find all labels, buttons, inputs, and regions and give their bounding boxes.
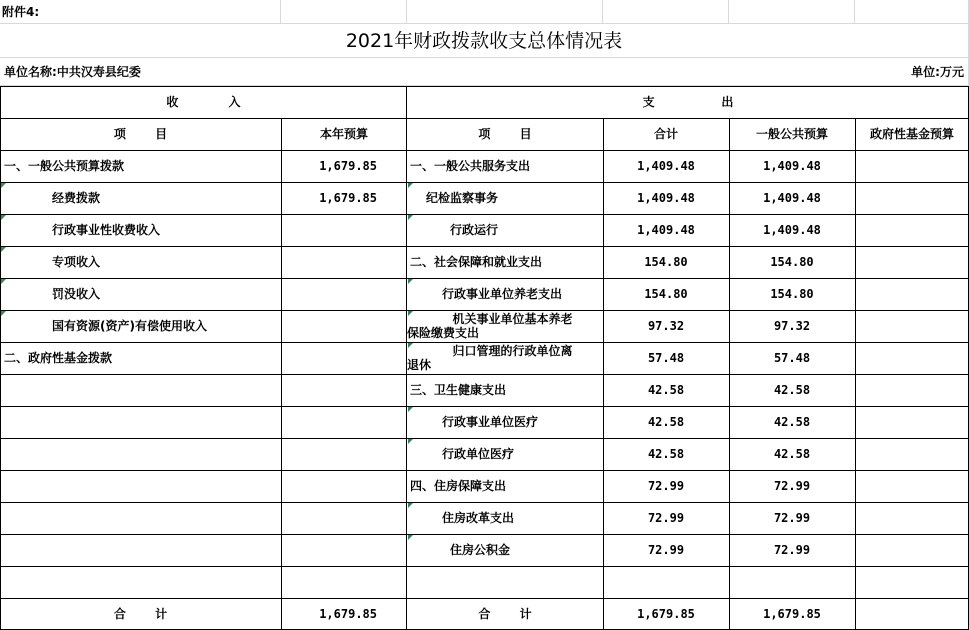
expense-item-header[interactable]	[407, 118, 603, 150]
expense-total-label: 合 计	[478, 607, 532, 621]
expense-row-total[interactable]	[603, 246, 729, 278]
income-value: 1,679.85	[319, 191, 377, 205]
income-item: 国有资源(资产)有偿使用收入	[52, 319, 207, 333]
grid-line	[0, 566, 969, 567]
expense-general-total-cell[interactable]	[729, 598, 855, 630]
expense-general: 1,409.48	[763, 223, 821, 237]
grid-line	[0, 310, 969, 311]
expense-row-name[interactable]	[407, 406, 603, 438]
grid-line	[0, 534, 969, 535]
expense-row-general[interactable]	[729, 310, 855, 342]
expense-general: 154.80	[770, 255, 814, 269]
expense-row-name[interactable]	[407, 534, 603, 566]
expense-row-name[interactable]	[407, 502, 603, 534]
grid-line	[729, 118, 730, 630]
grid-line	[0, 342, 969, 343]
expense-row-total[interactable]	[603, 182, 729, 214]
income-header-label: 收 入	[166, 95, 241, 109]
expense-general: 97.32	[773, 319, 811, 333]
title-cell[interactable]	[0, 24, 969, 58]
expense-total: 72.99	[647, 543, 685, 557]
expense-row-total[interactable]	[603, 470, 729, 502]
grid-line	[603, 118, 604, 630]
expense-total: 154.80	[644, 287, 688, 301]
expense-item: 二、社会保障和就业支出	[410, 255, 543, 269]
expense-total: 42.58	[647, 383, 685, 397]
expense-total: 57.48	[647, 351, 685, 365]
income-item: 行政事业性收费收入	[52, 223, 161, 237]
grid-line	[0, 406, 969, 407]
expense-row-name[interactable]	[407, 470, 603, 502]
expense-item-line2: 退休	[407, 358, 432, 372]
expense-general: 1,409.48	[763, 159, 821, 173]
expense-row-total[interactable]	[603, 150, 729, 182]
expense-row-general[interactable]	[729, 502, 855, 534]
expense-total-cell[interactable]	[603, 598, 729, 630]
expense-total: 72.99	[647, 479, 685, 493]
gov-fund-budget-header[interactable]	[855, 118, 969, 150]
expense-row-total[interactable]	[603, 310, 729, 342]
income-total-label: 合 计	[113, 607, 168, 621]
income-row-name[interactable]	[0, 246, 281, 278]
expense-general: 42.58	[773, 447, 811, 461]
grid-line	[0, 86, 969, 87]
expense-row-name[interactable]	[407, 150, 603, 182]
expense-row-general[interactable]	[729, 342, 855, 374]
expense-general: 42.58	[773, 415, 811, 429]
income-item-header[interactable]	[0, 118, 281, 150]
expense-item: 三、卫生健康支出	[410, 383, 507, 397]
expense-general: 42.58	[773, 383, 811, 397]
item2-header-label: 项 目	[478, 127, 532, 141]
expense-general: 72.99	[773, 479, 811, 493]
expense-row-total[interactable]	[603, 534, 729, 566]
expense-row-name[interactable]	[407, 374, 603, 406]
general-budget-header[interactable]	[729, 118, 855, 150]
unit-name-group	[4, 65, 141, 79]
total-header-label: 合计	[653, 127, 678, 141]
empty-cell[interactable]	[407, 0, 603, 24]
grid-line	[0, 150, 969, 151]
grid-line	[0, 86, 1, 630]
unit-name: 中共汉寿县纪委	[56, 64, 141, 79]
unit-value: 万元	[939, 64, 964, 79]
income-row-name[interactable]	[0, 278, 281, 310]
expense-row-total[interactable]	[603, 438, 729, 470]
expense-general: 57.48	[773, 351, 811, 365]
grid-line	[855, 118, 856, 630]
attachment-label: 附件4:	[2, 5, 40, 19]
grid-line	[0, 182, 969, 183]
expense-item-line1: 归口管理的行政单位离	[452, 344, 573, 358]
income-row-name[interactable]	[0, 182, 281, 214]
expense-header-label: 支 出	[642, 95, 734, 109]
expense-row-name[interactable]	[407, 214, 603, 246]
expense-general: 72.99	[773, 543, 811, 557]
expense-row-general[interactable]	[729, 534, 855, 566]
unit-row[interactable]	[0, 58, 969, 86]
expense-total: 42.58	[647, 415, 685, 429]
empty-cell[interactable]	[855, 0, 969, 24]
expense-item: 行政单位医疗	[442, 447, 515, 461]
year-budget-header[interactable]	[281, 118, 407, 150]
grid-line	[406, 86, 407, 630]
attachment-cell[interactable]	[0, 0, 281, 24]
expense-row-general[interactable]	[729, 406, 855, 438]
expense-row-general[interactable]	[729, 246, 855, 278]
expense-total: 1,409.48	[637, 191, 695, 205]
grid-line	[0, 598, 969, 599]
income-row-name[interactable]	[0, 150, 281, 182]
expense-row-general[interactable]	[729, 470, 855, 502]
income-total-label-cell[interactable]	[0, 598, 281, 630]
income-item: 经费拨款	[52, 191, 101, 205]
empty-cell[interactable]	[729, 0, 855, 24]
year-budget-label: 本年预算	[319, 127, 368, 141]
expense-row-total[interactable]	[603, 374, 729, 406]
item-header-label: 项 目	[113, 127, 168, 141]
unit-label: 单位:	[911, 64, 940, 79]
income-item: 罚没收入	[52, 287, 101, 301]
expense-item: 一、一般公共服务支出	[410, 159, 531, 173]
expense-general: 72.99	[773, 511, 811, 525]
grid-line	[0, 118, 969, 119]
empty-cell[interactable]	[281, 0, 407, 24]
expense-general: 154.80	[770, 287, 814, 301]
grid-line	[0, 502, 969, 503]
expense-general-total-value: 1,679.85	[763, 607, 821, 621]
expense-total: 154.80	[644, 255, 688, 269]
expense-row-general[interactable]	[729, 374, 855, 406]
unit-group	[911, 65, 964, 79]
expense-total: 42.58	[647, 447, 685, 461]
income-item: 专项收入	[52, 255, 101, 269]
expense-item: 行政事业单位养老支出	[442, 287, 563, 301]
expense-total: 1,409.48	[637, 159, 695, 173]
income-total-value: 1,679.85	[319, 607, 377, 621]
gov-fund-budget-label: 政府性基金预算	[869, 127, 954, 141]
income-item: 二、政府性基金拨款	[4, 351, 113, 365]
page-title: 2021年财政拨款收支总体情况表	[345, 29, 623, 52]
grid-line	[0, 278, 969, 279]
grid-line	[0, 470, 969, 471]
expense-item: 住房改革支出	[442, 511, 515, 525]
grid-line	[281, 118, 282, 630]
expense-header[interactable]	[407, 86, 969, 118]
expense-row-general[interactable]	[729, 438, 855, 470]
expense-item: 纪检监察事务	[426, 191, 499, 205]
expense-item-line2: 保险缴费支出	[407, 326, 480, 340]
grid-line	[0, 246, 969, 247]
expense-total: 97.32	[647, 319, 685, 333]
income-value: 1,679.85	[319, 159, 377, 173]
expense-row-name[interactable]	[407, 438, 603, 470]
expense-row-name[interactable]	[407, 310, 603, 342]
income-total-value-cell[interactable]	[281, 598, 407, 630]
expense-row-total[interactable]	[603, 342, 729, 374]
grid-line	[0, 374, 969, 375]
expense-row-total[interactable]	[603, 502, 729, 534]
income-row-name[interactable]	[0, 342, 281, 374]
expense-row-general[interactable]	[729, 182, 855, 214]
expense-row-name[interactable]	[407, 182, 603, 214]
expense-row-general[interactable]	[729, 150, 855, 182]
expense-total: 1,409.48	[637, 223, 695, 237]
expense-item-line1: 机关事业单位基本养老	[452, 312, 573, 326]
grid-line	[0, 438, 969, 439]
general-budget-label: 一般公共预算	[755, 127, 828, 141]
income-row-name[interactable]	[0, 310, 281, 342]
expense-item: 四、住房保障支出	[410, 479, 507, 493]
expense-total-value: 1,679.85	[637, 607, 695, 621]
expense-row-total[interactable]	[603, 214, 729, 246]
income-row-value[interactable]	[281, 150, 407, 182]
income-row-name[interactable]	[0, 214, 281, 246]
empty-cell[interactable]	[603, 0, 729, 24]
expense-item: 行政运行	[450, 223, 499, 237]
expense-item: 住房公积金	[450, 543, 511, 557]
expense-total-label-cell[interactable]	[407, 598, 603, 630]
expense-row-total[interactable]	[603, 278, 729, 310]
total-header[interactable]	[603, 118, 729, 150]
income-item: 一、一般公共预算拨款	[4, 159, 125, 173]
unit-name-label: 单位名称:	[4, 64, 57, 79]
income-header[interactable]	[0, 86, 407, 118]
expense-row-name[interactable]	[407, 278, 603, 310]
expense-general: 1,409.48	[763, 191, 821, 205]
income-row-value[interactable]	[281, 182, 407, 214]
grid-line	[0, 214, 969, 215]
expense-row-general[interactable]	[729, 214, 855, 246]
expense-row-total[interactable]	[603, 406, 729, 438]
expense-row-name[interactable]	[407, 246, 603, 278]
expense-item: 行政事业单位医疗	[442, 415, 539, 429]
expense-row-general[interactable]	[729, 278, 855, 310]
expense-row-name[interactable]	[407, 342, 603, 374]
expense-total: 72.99	[647, 511, 685, 525]
